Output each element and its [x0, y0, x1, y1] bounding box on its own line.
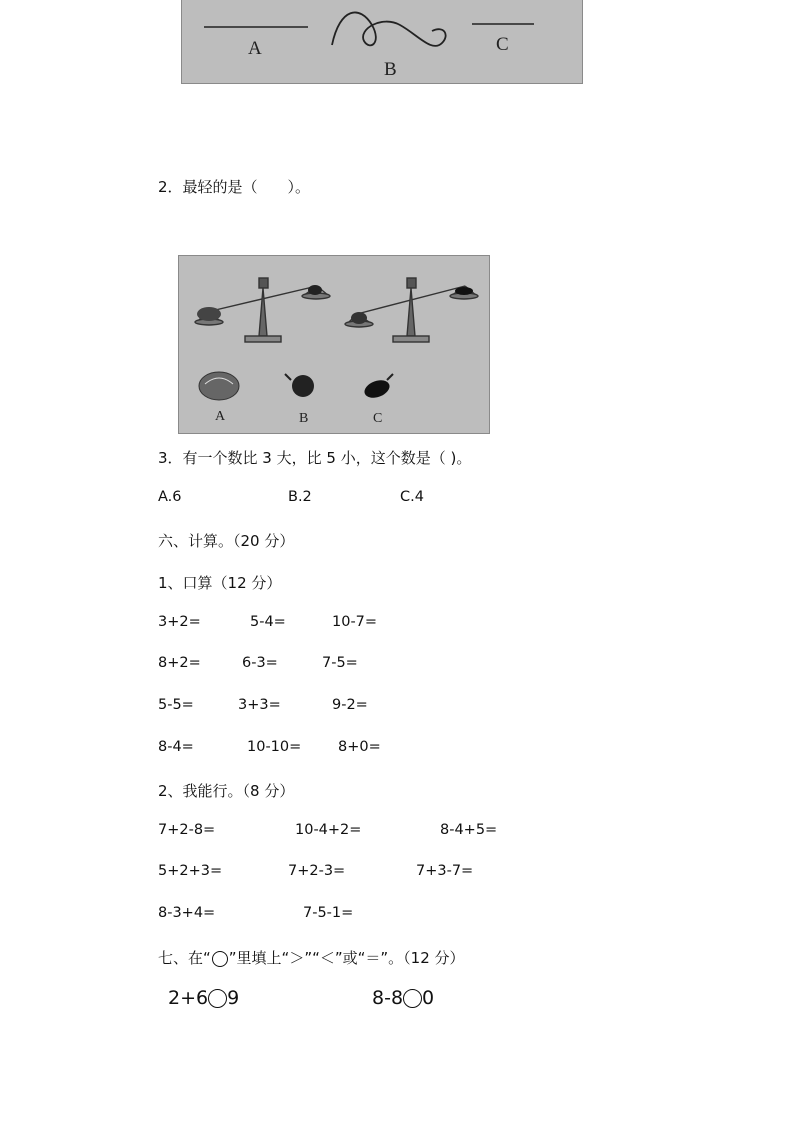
cabbage-on-left-pan-icon — [197, 307, 221, 321]
oral-item: 6-3= — [242, 655, 278, 671]
line-label-b: B — [384, 59, 397, 80]
compare-right: 9 — [227, 987, 240, 1009]
mixed-calc-item: 10-4+2= — [295, 822, 362, 838]
scales-figure — [178, 255, 490, 434]
oral-item: 3+2= — [158, 614, 201, 630]
i-can-title: 2、我能行。（8 分） — [158, 782, 295, 800]
radish-on-left-pan-icon — [351, 312, 367, 324]
mixed-calc-item: 8-3+4= — [158, 905, 216, 921]
mixed-calc-item: 7+3-7= — [416, 863, 474, 879]
oral-item: 8-4= — [158, 739, 194, 755]
compare-circle-1[interactable] — [208, 989, 227, 1008]
q3-option-a: A.6 — [158, 489, 182, 505]
compare-left: 2+6 — [168, 987, 209, 1009]
cabbage-icon — [199, 372, 239, 400]
compare-item-2 — [372, 987, 434, 1009]
q3-option-b: B.2 — [288, 489, 312, 505]
oral-item: 8+2= — [158, 655, 201, 671]
oral-item: 5-5= — [158, 697, 194, 713]
mixed-calc-item: 7+2-3= — [288, 863, 346, 879]
radish-on-right-pan-icon — [308, 285, 322, 295]
question-2: 2．最轻的是（ ）。 — [158, 178, 311, 196]
scale-item-label-c: C — [373, 411, 383, 426]
radish-icon — [285, 374, 314, 397]
oral-item: 7-5= — [322, 655, 358, 671]
compare-item-1 — [168, 987, 239, 1009]
line-label-c: C — [496, 34, 509, 55]
oral-item: 5-4= — [250, 614, 286, 630]
mixed-calc-item: 8-4+5= — [440, 822, 498, 838]
compare-circle-2[interactable] — [403, 989, 422, 1008]
oral-item: 10-10= — [247, 739, 302, 755]
circle-blank-icon — [212, 951, 228, 967]
oral-item: 10-7= — [332, 614, 378, 630]
section-7-suffix: ”里填上“＞”“＜”或“＝”。（12 分） — [228, 949, 465, 967]
oral-item: 8+0= — [338, 739, 381, 755]
scale-item-label-a: A — [215, 409, 226, 424]
line-b-curvy — [332, 12, 446, 45]
mixed-calc-item: 7+2-8= — [158, 822, 216, 838]
balance-scale-right — [345, 278, 478, 342]
mixed-calc-item: 7-5-1= — [303, 905, 354, 921]
line-label-a: A — [248, 38, 262, 59]
section-7-prefix: 七、在“ — [158, 949, 211, 967]
mixed-calc-item: 5+2+3= — [158, 863, 223, 879]
compare-left: 8-8 — [372, 987, 404, 1009]
section-6-title: 六、计算。（20 分） — [158, 532, 295, 550]
oral-calc-title: 1、口算（12 分） — [158, 574, 282, 592]
scale-item-label-b: B — [299, 411, 309, 426]
oral-item: 3+3= — [238, 697, 281, 713]
section-7-title — [158, 947, 465, 968]
q3-option-c: C.4 — [400, 489, 424, 505]
lines-figure — [181, 0, 583, 84]
compare-right: 0 — [422, 987, 435, 1009]
eggplant-icon — [362, 374, 393, 401]
question-3: 3．有一个数比 3 大，比 5 小，这个数是（ )。 — [158, 449, 472, 467]
oral-item: 9-2= — [332, 697, 368, 713]
eggplant-on-right-pan-icon — [455, 287, 473, 295]
